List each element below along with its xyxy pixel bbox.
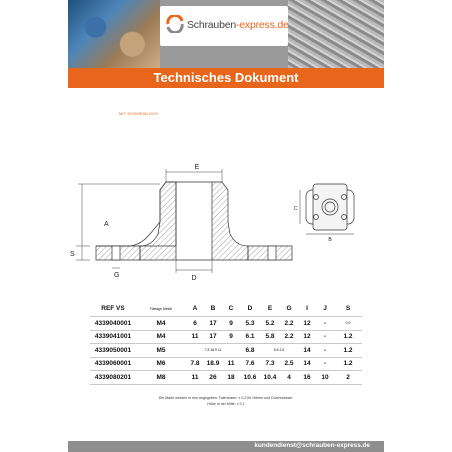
table-cell: 16 xyxy=(298,371,316,385)
table-cell: 10.4 xyxy=(260,371,280,385)
table-cell: 1.2 xyxy=(334,330,362,344)
tolerance-note: Die Maße werden in mm angegeben. Toleranzen: ± 0,2 für Höhen und Durchmesser. xyxy=(158,396,294,400)
label-a: A xyxy=(104,221,109,228)
table-cell: - xyxy=(316,357,334,371)
table-cell: 5.3 xyxy=(240,317,260,331)
table-cell: - xyxy=(316,344,334,358)
table-cell: 1.2 xyxy=(334,344,362,358)
table-row xyxy=(90,344,362,358)
table-cell: 9 xyxy=(222,317,240,331)
dimensions-table xyxy=(90,301,362,385)
col-header: A xyxy=(186,301,204,317)
document-title: Technisches Dokument xyxy=(153,70,299,85)
table-cell: 2.2 xyxy=(280,330,298,344)
label-c: C xyxy=(294,206,298,212)
col-header: D xyxy=(240,301,260,317)
table-cell: 10 xyxy=(316,371,334,385)
table-cell: 2 xyxy=(334,371,362,385)
table-cell: M4 xyxy=(136,317,186,331)
technical-drawing xyxy=(68,160,384,285)
table-cell: - xyxy=(316,330,334,344)
table-cell: 7.6 xyxy=(240,357,260,371)
table-cell: 4339080201 xyxy=(90,371,136,385)
table-cell: 10.6 xyxy=(240,371,260,385)
title-bar xyxy=(68,68,384,88)
side-section-view xyxy=(96,182,292,260)
header-banner xyxy=(68,0,384,68)
height-note: Höhe in der Mitte: ± 0,1 xyxy=(207,402,245,406)
table-cell: 14 xyxy=(298,357,316,371)
footer-bar xyxy=(68,441,384,452)
table-cell: M6 xyxy=(136,357,186,371)
table-cell: 11 xyxy=(222,357,240,371)
table-cell: 11 xyxy=(186,371,204,385)
table-cell: 11 xyxy=(186,330,204,344)
table-cell: 17 xyxy=(204,317,222,331)
brand-name: Schrauben-express.de xyxy=(187,19,289,31)
table-cell: M5 xyxy=(136,344,186,358)
label-s: S xyxy=(70,251,75,258)
table-cell: 0.9 xyxy=(334,317,362,331)
top-view xyxy=(300,184,354,234)
table-cell: 2.5 xyxy=(280,357,298,371)
table-cell: 4339041001 xyxy=(90,330,136,344)
table-cell: 4 xyxy=(280,371,298,385)
table-cell: 14 xyxy=(298,344,316,358)
table-cell: - xyxy=(316,317,334,331)
table-row xyxy=(90,330,362,344)
table-cell: 5.8 xyxy=(260,330,280,344)
table-row xyxy=(90,357,362,371)
table-cell: 18.9 xyxy=(204,357,222,371)
table-cell: 1.2 xyxy=(334,357,362,371)
table-cell: 7.3 xyxy=(260,357,280,371)
table-cell: 2.2 xyxy=(280,317,298,331)
table-cell: 12 xyxy=(298,317,316,331)
table-cell: 12 xyxy=(298,330,316,344)
col-header: REF VS xyxy=(90,301,136,317)
product-subtitle: MIT SCHWEIßLOCH xyxy=(119,111,158,116)
table-cell: 6.1 xyxy=(240,330,260,344)
table-cell: 9 xyxy=(222,330,240,344)
header-photo-tools xyxy=(68,0,160,68)
label-e: E xyxy=(194,164,200,171)
table-cell: 4339060001 xyxy=(90,357,136,371)
col-header: Filetage Metrik xyxy=(136,301,186,317)
col-header: E xyxy=(260,301,280,317)
logo-swirl-icon xyxy=(166,15,184,33)
col-header: J xyxy=(316,301,334,317)
col-header: B xyxy=(204,301,222,317)
table-cell: 26 xyxy=(204,371,222,385)
table-cell: M4 xyxy=(136,330,186,344)
col-header: G xyxy=(280,301,298,317)
table-cell: 17 xyxy=(204,330,222,344)
table-cell: 18 xyxy=(222,371,240,385)
table-header-row xyxy=(90,301,362,317)
table-cell: 6 xyxy=(186,317,204,331)
header-photo-screws xyxy=(288,0,384,68)
table-cell: 7.8 18.9 11 xyxy=(186,344,240,358)
label-g: G xyxy=(114,272,120,279)
dimensions-table-grid xyxy=(90,301,362,385)
col-header: I xyxy=(298,301,316,317)
label-d: D xyxy=(191,275,197,282)
table-row xyxy=(90,317,362,331)
table-cell: 6.6 2.5 xyxy=(260,344,298,358)
table-cell: 4339050001 xyxy=(90,344,136,358)
table-cell: 5.2 xyxy=(260,317,280,331)
table-cell: 6.8 xyxy=(240,344,260,358)
table-row xyxy=(90,371,362,385)
footer-email-link[interactable]: kundendienst@schrauben-express.de xyxy=(254,442,370,449)
col-header: S xyxy=(334,301,362,317)
table-cell: M8 xyxy=(136,371,186,385)
brand-logo[interactable] xyxy=(160,6,288,46)
label-b: B xyxy=(328,237,332,243)
col-header: C xyxy=(222,301,240,317)
table-cell: 4339040001 xyxy=(90,317,136,331)
table-cell: 7.8 xyxy=(186,357,204,371)
